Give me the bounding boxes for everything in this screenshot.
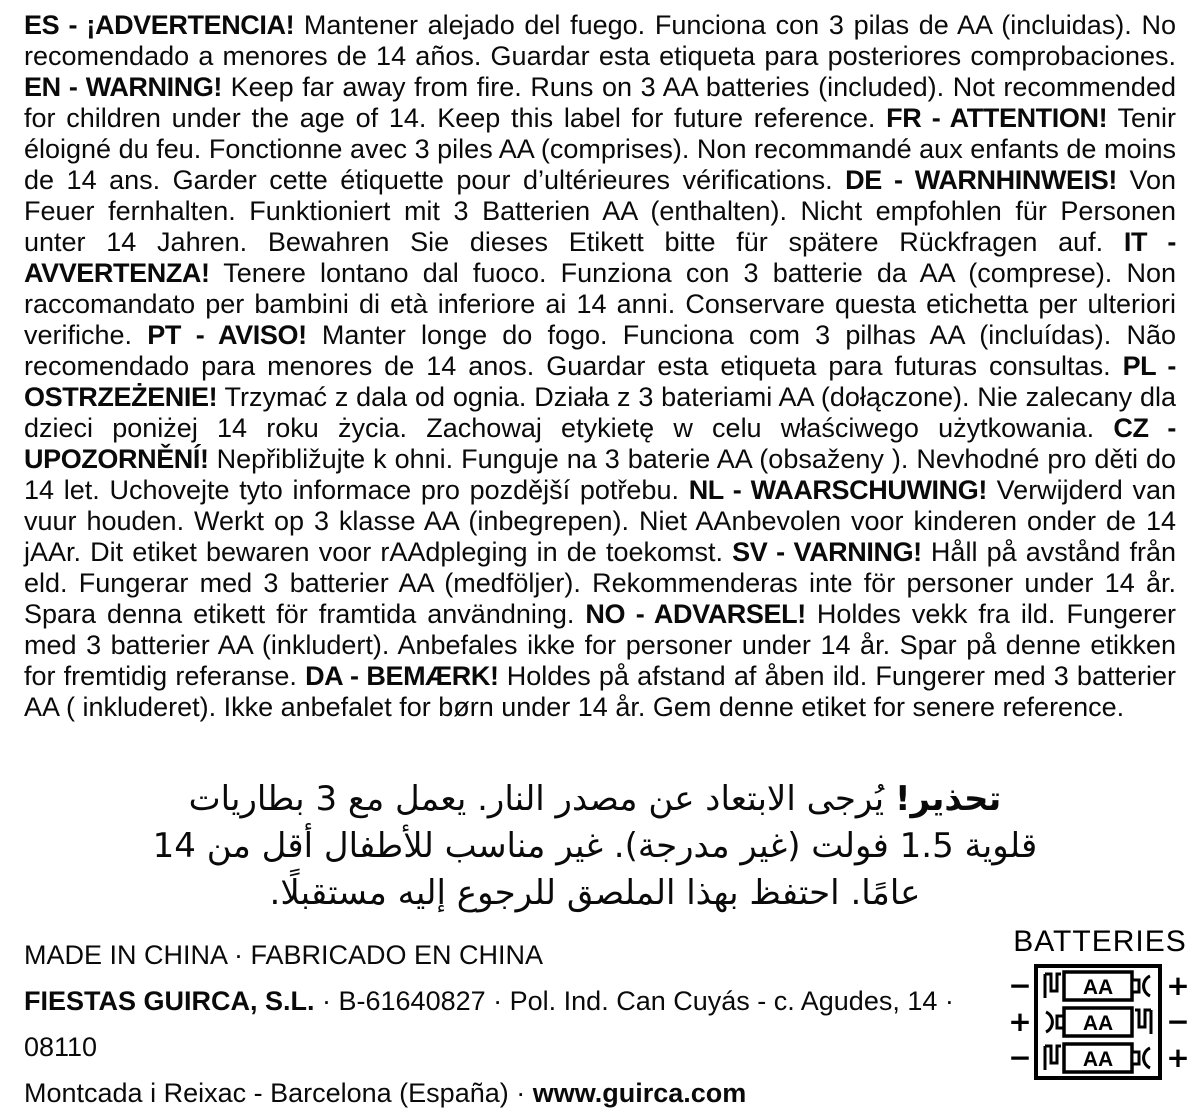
language-tag: CZ - UPOZORNĚNÍ! <box>24 413 1176 474</box>
website-text: www.guirca.com <box>532 1078 747 1108</box>
arabic-line-text: عامًا. احتفظ بهذا الملصق للرجوع إليه مستقبلًا. <box>269 873 921 913</box>
warning-segment: Holdes på afstand af åben ild. Fungerer med 3 batterier AA ( inkluderet). Ikke anbefalet for børn under 14 år. Gem denne etiket for senere reference. <box>24 661 1176 722</box>
made-in-text: MADE IN CHINA · FABRICADO EN CHINA <box>24 940 544 970</box>
language-tag: EN - WARNING! <box>24 72 223 102</box>
address-text: Montcada i Reixac - Barcelona (España) · <box>24 1078 533 1108</box>
polarity-sign: + <box>1166 969 1190 1002</box>
battery-cell-label: AA <box>1082 976 1114 999</box>
language-tag: DE - WARNHINWEIS! <box>845 165 1117 195</box>
made-in-line <box>24 932 984 978</box>
warning-segment: Håll på avstånd från eld. Fungerar med 3 batterier AA (medföljer). Rekommenderas inte för personer under 14 år. Spara denna etikett för framtida användning. <box>24 537 1177 629</box>
arabic-line <box>30 776 1160 823</box>
company-line <box>24 978 984 1070</box>
arabic-line <box>30 870 1160 917</box>
language-tag: NL - WAARSCHUWING! <box>688 475 987 505</box>
warning-segment: Von Feuer fernhalten. Funktioniert mit 3 Batterien AA (enthalten). Nicht empfohlen für Personen unter 14 Jahren. Bewahren Sie dieses Etikett bitte für spätere Rückfragen auf. <box>24 165 1177 257</box>
language-tag: IT - AVVERTENZA! <box>24 227 1176 288</box>
warning-segment: Nepřibližujte k ohni. Funguje na 3 baterie AA (obsaženy ). Nevhodné pro děti do 14 let. Uchovejte tyto informace pro pozdější potřebu. <box>24 444 1176 505</box>
battery-compartment-icon <box>1006 960 1194 1088</box>
battery-cell-label: AA <box>1082 1012 1114 1035</box>
warning-paragraph <box>24 10 1176 723</box>
polarity-sign: − <box>1008 969 1032 1002</box>
batteries-title: BATTERIES <box>1013 925 1187 958</box>
language-tag: SV - VARNING! <box>732 537 922 567</box>
company-details: · B-61640827 · Pol. Ind. Can Cuyás - c. Agudes, 14 · 08110 <box>24 986 954 1062</box>
warning-segment: Tenir éloigné du feu. Fonctionne avec 3 piles AA (comprises). Non recommandé aux enfants de moins de 14 ans. Garder cette étiquette pour d’ultérieures vérifications. <box>24 103 1176 195</box>
warning-segment: Mantener alejado del fuego. Funciona con 3 pilas de AA (incluidas). No recomendado a menores de 14 años. Guardar esta etiqueta para posteriores comprobaciones. <box>24 10 1176 71</box>
language-tag: PT - AVISO! <box>147 320 307 350</box>
language-tag: DA - BEMÆRK! <box>305 661 499 691</box>
arabic-line <box>30 823 1160 870</box>
warning-segment: Verwijderd van vuur houden. Werkt op 3 klasse AA (inbegrepen). Niet AAnbevolen voor kinderen onder de 14 jAAr. Dit etiket bewaren voor rAAdpleging in de toekomst. <box>24 475 1176 567</box>
company-name: FIESTAS GUIRCA, S.L. <box>24 986 315 1016</box>
arabic-line-text: يُرجى الابتعاد عن مصدر النار. يعمل مع 3 بطاريات <box>188 779 895 819</box>
language-tag: PL - OSTRZEŻENIE! <box>24 351 1176 412</box>
warning-segment: Trzymać z dala od ognia. Działa z 3 bateriami AA (dołączone). Nie zalecany dla dzieci poniżej 14 roku życia. Zachowaj etykietę w celu właściwego użytkowania. <box>24 382 1176 443</box>
battery-diagram <box>1006 926 1194 1088</box>
warning-segment: Keep far away from fire. Runs on 3 AA batteries (included). Not recommended for children under the age of 14. Keep this label for future reference. <box>24 72 1176 133</box>
language-tag: NO - ADVARSEL! <box>585 599 806 629</box>
battery-cell-label: AA <box>1082 1048 1114 1071</box>
polarity-sign: + <box>1008 1005 1032 1038</box>
polarity-sign: − <box>1166 1005 1190 1038</box>
warning-segment: Manter longe do fogo. Funciona com 3 pilhas AA (incluídas). Não recomendado para menores de 14 anos. Guardar esta etiqueta para futuras consultas. <box>24 320 1177 381</box>
language-tag: ES - ¡ADVERTENCIA! <box>24 10 295 40</box>
language-tag: FR - ATTENTION! <box>886 103 1108 133</box>
arabic-line-text: قلوية 1.5 فولت (غير مدرجة). غير مناسب للأطفال أقل من 14 <box>152 826 1038 866</box>
warning-segment: Holdes vekk fra ild. Fungerer med 3 batterier AA (inkludert). Anbefales ikke for personer under 14 år. Spar på denne etikken for fremtidig referanse. <box>24 599 1176 691</box>
polarity-sign: − <box>1008 1041 1032 1074</box>
manufacturer-info <box>24 932 984 1116</box>
arabic-warning-word: تحذير! <box>894 779 1002 819</box>
address-line <box>24 1070 984 1116</box>
polarity-sign: + <box>1166 1041 1190 1074</box>
warning-segment: Tenere lontano dal fuoco. Funziona con 3 batterie da AA (comprese). Non raccomandato per bambini di età inferiore ai 14 anni. Conservare questa etichetta per ulteriori verifiche. <box>24 258 1176 350</box>
arabic-warning-block <box>30 776 1160 917</box>
